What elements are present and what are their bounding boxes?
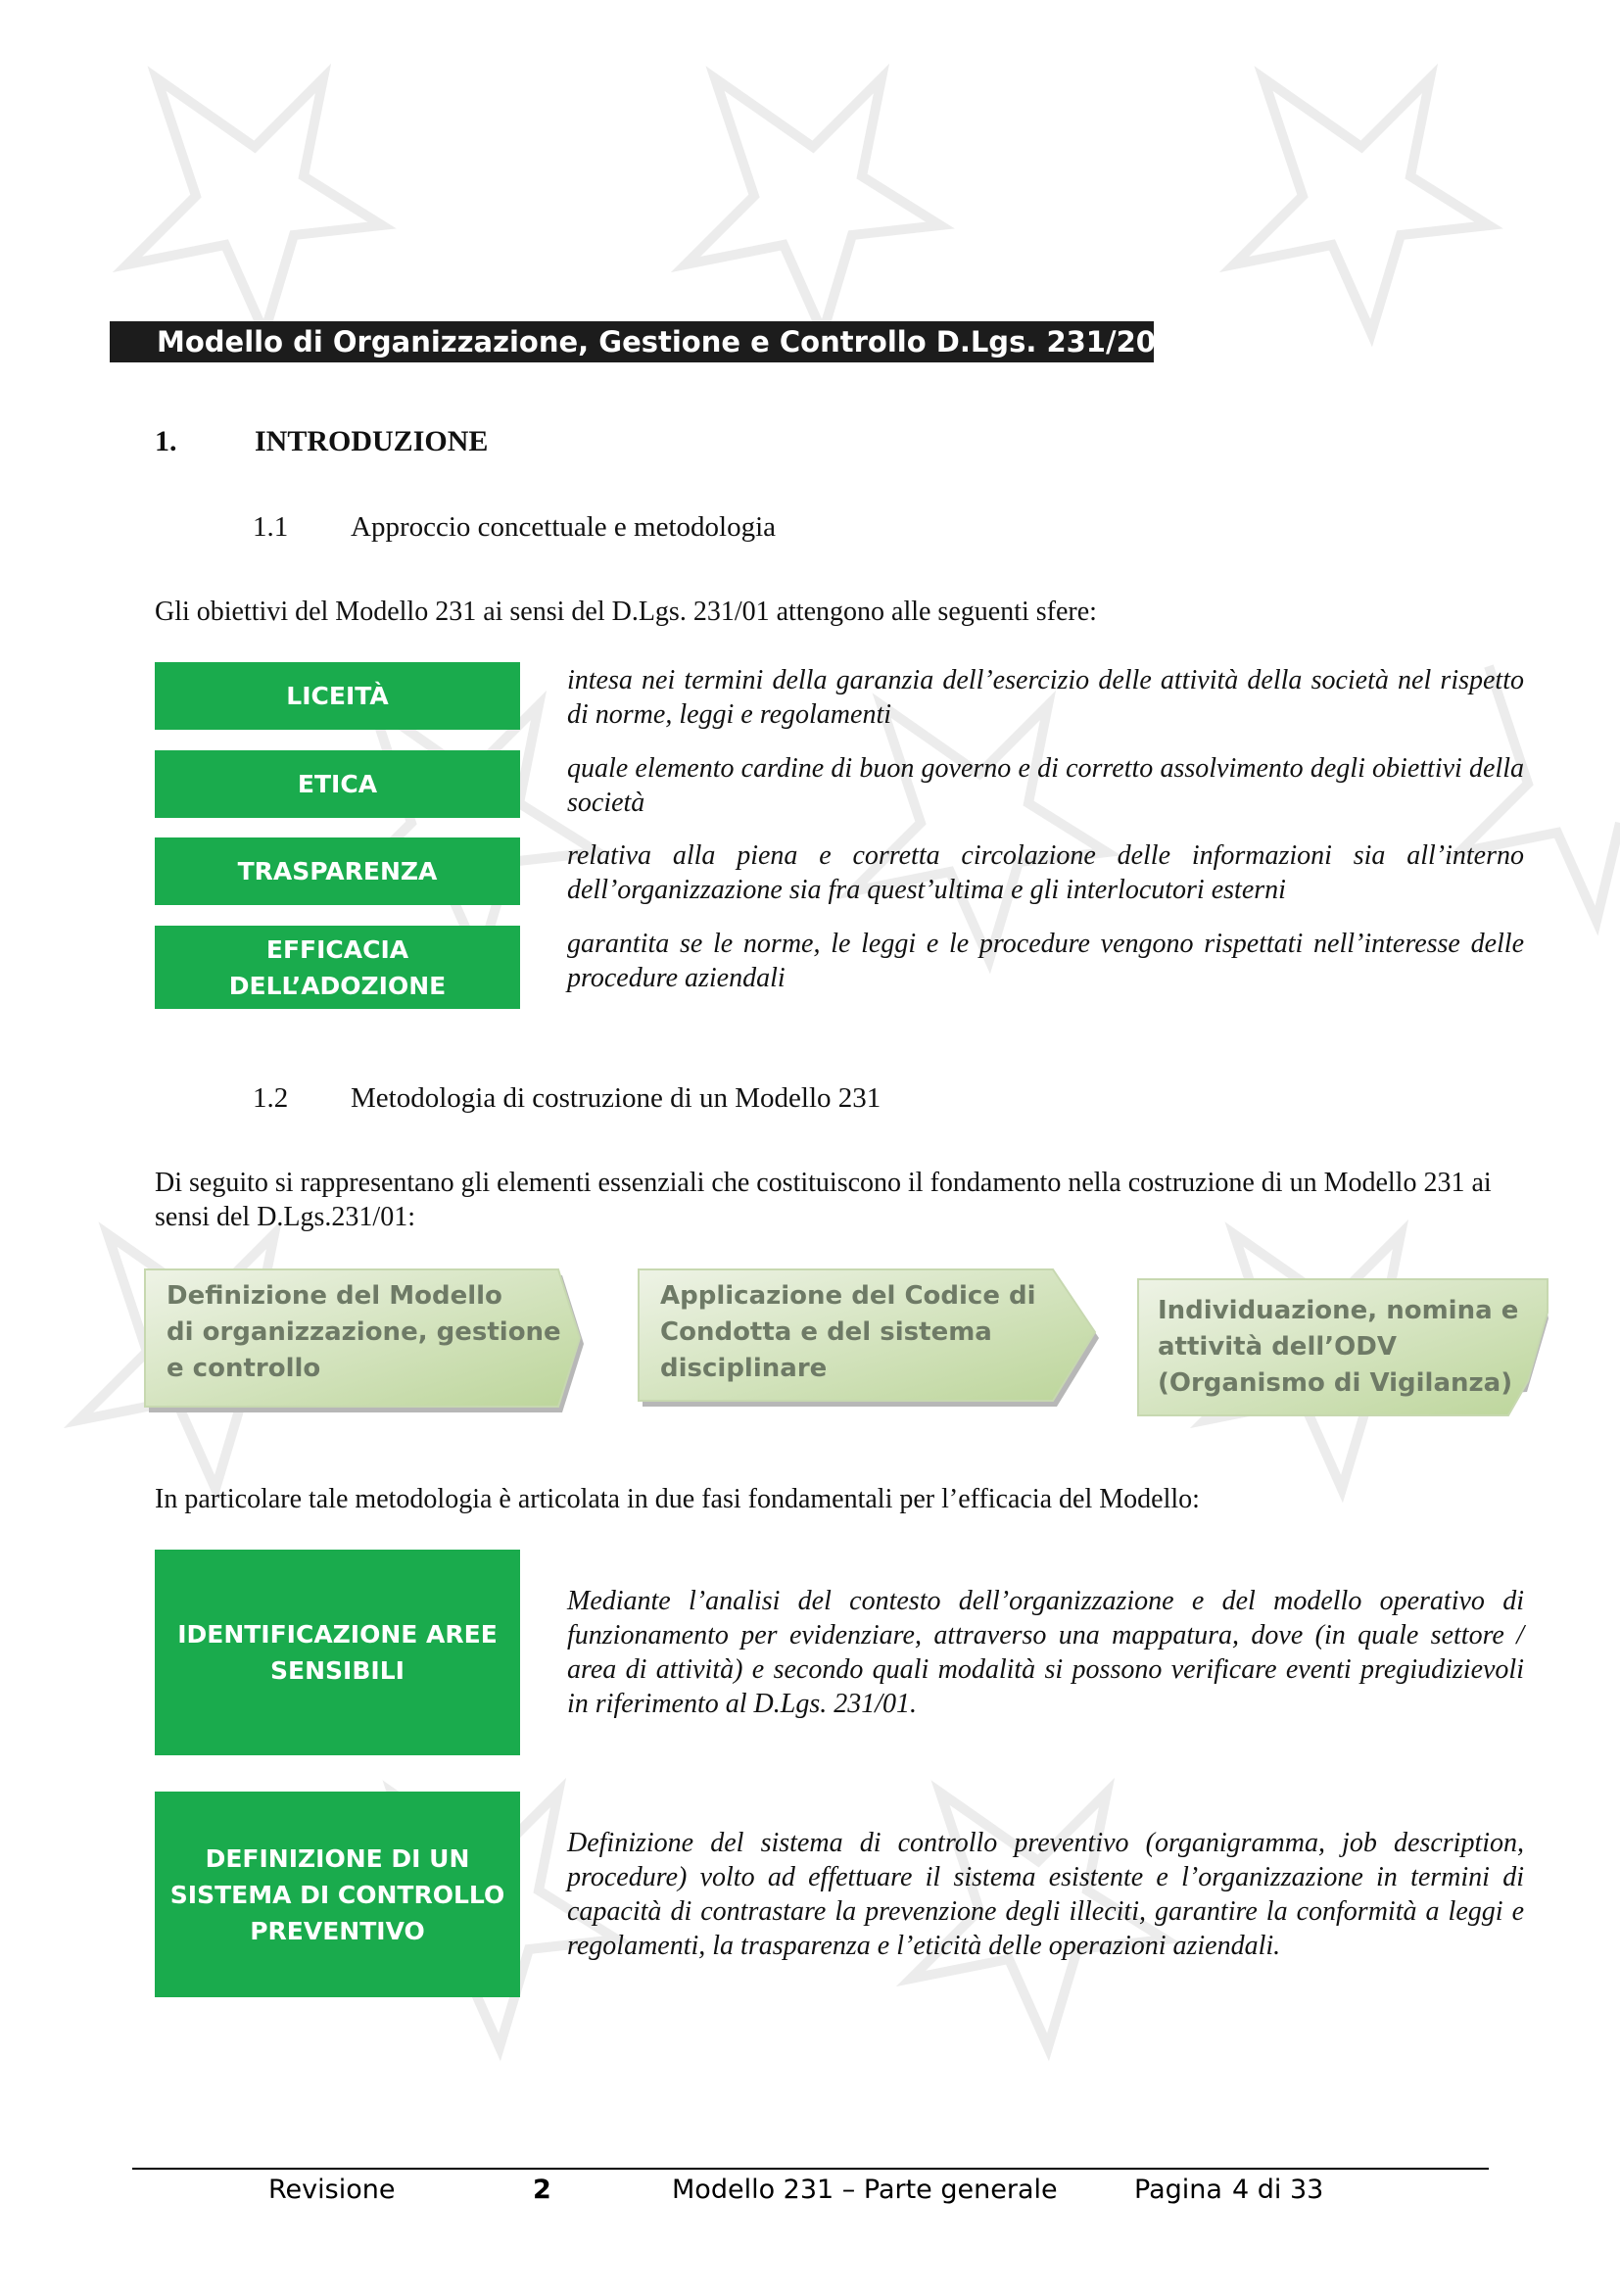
section-number: 1. — [155, 425, 177, 457]
sphere-desc-liceita: intesa nei termini della garanzia dell’esercizio delle attività della società nel rispetto di norme, leggi e regolamenti — [567, 665, 1524, 730]
sphere-desc-etica: quale elemento cardine di buon governo e di corretto assolvimento degli obiettivi della società — [567, 753, 1524, 818]
footer-page-label: Pagina — [1134, 2175, 1222, 2205]
footer-divider — [132, 2168, 1489, 2170]
phase-desc-identificazione: Mediante l’analisi del contesto dell’organizzazione e del modello operativo di funzionamento per evidenziare, attraverso una mappatura, dove (in quale settore / area di attività) e secondo quali modalità si possono verificare eventi pregiudizievoli in riferimento al D.Lgs. 231/01. — [567, 1586, 1524, 1719]
footer-page-value: 4 di 33 — [1232, 2175, 1324, 2205]
footer-document-name: Modello 231 – Parte generale — [672, 2175, 1058, 2205]
document-header-title: Modello di Organizzazione, Gestione e Controllo D.Lgs. 231/2001 — [110, 321, 1154, 362]
phase-box-identificazione: IDENTIFICAZIONE AREE SENSIBILI — [155, 1550, 520, 1755]
phase-desc-definizione: Definizione del sistema di controllo preventivo (organigramma, job description, procedure) volto ad effettuare il sistema esistente e l’organizzazione in termini di capacità di contrastare la prevenzione degli illeciti, garantire la conformità a leggi e regolamenti, la trasparenza e l’eticità delle operazioni aziendali. — [567, 1828, 1524, 1961]
subsection-title: Metodologia di costruzione di un Modello 231 — [351, 1082, 881, 1114]
sphere-box-liceita: LICEITÀ — [155, 662, 520, 730]
sphere-desc-trasparenza: relativa alla piena e corretta circolazione delle informazioni sia all’interno dell’organizzazione sia fra quest’ultima e gli interlocutori esterni — [567, 840, 1524, 905]
arrow-label-1: Definizione del Modello di organizzazione, gestione e controllo — [167, 1281, 561, 1383]
phase-box-definizione: DEFINIZIONE DI UN SISTEMA DI CONTROLLO PREVENTIVO — [155, 1792, 520, 1997]
footer-revision-label: Revisione — [268, 2175, 396, 2205]
sphere-desc-efficacia: garantita se le norme, le leggi e le procedure vengono rispettati nell’interesse delle procedure aziendali — [567, 929, 1524, 993]
arrow-label-2: Applicazione del Codice di Condotta e del sistema disciplinare — [660, 1281, 1036, 1383]
sphere-box-etica: ETICA — [155, 750, 520, 818]
sphere-box-trasparenza: TRASPARENZA — [155, 837, 520, 905]
intro-paragraph: Gli obiettivi del Modello 231 ai sensi del D.Lgs. 231/01 attengono alle seguenti sfere: — [155, 597, 1097, 627]
footer-revision-value: 2 — [533, 2175, 551, 2205]
method-paragraph: Di seguito si rappresentano gli elementi essenziali che costituiscono il fondamento nella costruzione di un Modello 231 ai sensi del D.Lgs.231/01: — [155, 1168, 1492, 1232]
arrow-label-3: Individuazione, nomina e attività dell’ODV (Organismo di Vigilanza) — [1158, 1296, 1519, 1398]
subsection-title: Approccio concettuale e metodologia — [351, 511, 777, 543]
subsection-number: 1.2 — [253, 1082, 289, 1114]
phases-paragraph: In particolare tale metodologia è articolata in due fasi fondamentali per l’efficacia del Modello: — [155, 1484, 1200, 1514]
subsection-number: 1.1 — [253, 511, 289, 543]
section-title: INTRODUZIONE — [255, 425, 489, 457]
sphere-box-efficacia: EFFICACIA DELL’ADOZIONE — [155, 926, 520, 1009]
